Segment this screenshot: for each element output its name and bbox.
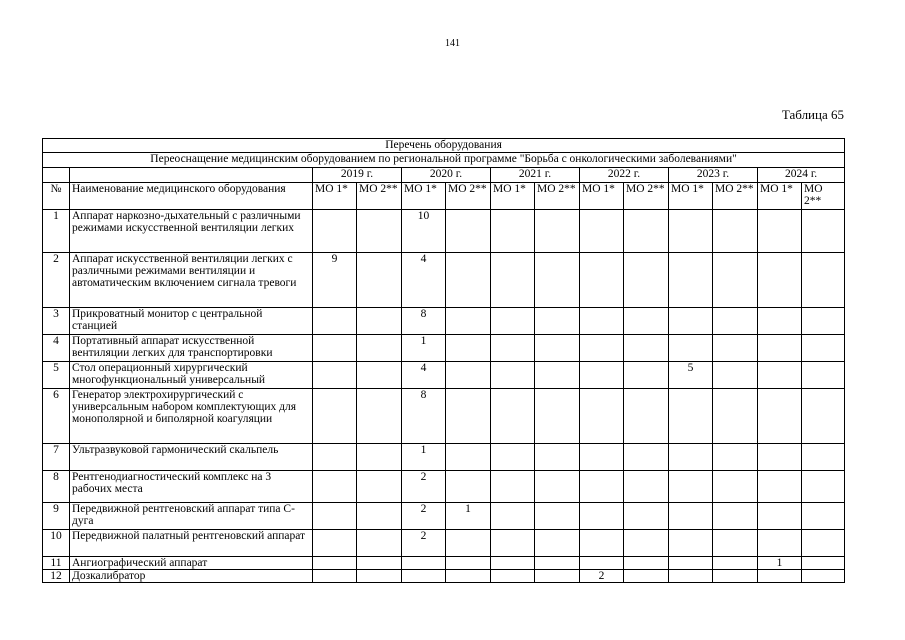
quantity-cell [491,570,535,583]
mo2-header: МО 2** [446,183,491,210]
quantity-cell [713,362,758,389]
quantity-cell [357,210,402,253]
quantity-cell [313,444,357,471]
quantity-cell [802,503,845,530]
year-header: 2020 г. [402,168,491,183]
table-row [43,308,845,335]
quantity-cell [624,530,669,557]
table-row [43,557,845,570]
equipment-name: Аппарат наркозно-дыхательный с различными режимами искусственной вентиляции легких [70,210,313,253]
quantity-cell [446,444,491,471]
quantity-cell [802,308,845,335]
quantity-cell [491,253,535,308]
quantity-cell [313,362,357,389]
row-number: 9 [43,503,70,530]
quantity-cell [313,335,357,362]
quantity-cell [535,253,580,308]
quantity-cell [758,335,802,362]
quantity-cell [669,530,713,557]
quantity-cell [491,210,535,253]
quantity-cell [313,530,357,557]
quantity-cell [580,308,624,335]
quantity-cell [535,444,580,471]
quantity-cell [802,210,845,253]
quantity-cell [802,557,845,570]
quantity-cell [624,210,669,253]
equipment-name: Передвижной рентгеновский аппарат типа С-дуга [70,503,313,530]
quantity-cell [624,444,669,471]
mo1-header: МО 1* [313,183,357,210]
quantity-cell [624,308,669,335]
quantity-cell [802,335,845,362]
quantity-cell [491,362,535,389]
equipment-name: Портативный аппарат искусственной вентиляции легких для транспортировки [70,335,313,362]
quantity-cell [535,308,580,335]
quantity-cell [669,503,713,530]
quantity-cell: 1 [446,503,491,530]
mo1-header: МО 1* [669,183,713,210]
table-title: Перечень оборудования [43,139,845,153]
quantity-cell [357,362,402,389]
quantity-cell [580,253,624,308]
equipment-name: Аппарат искусственной вентиляции легких с различными режимами вентиляции и автоматическим включением сигнала тревоги [70,253,313,308]
quantity-cell [802,253,845,308]
mo1-header: МО 1* [758,183,802,210]
quantity-cell [535,557,580,570]
equipment-table [42,138,845,583]
quantity-cell [624,389,669,444]
quantity-cell: 2 [402,530,446,557]
mo2-header: МО 2** [535,183,580,210]
equipment-name: Прикроватный монитор с центральной станцией [70,308,313,335]
quantity-cell [357,308,402,335]
row-number: 1 [43,210,70,253]
row-number: 10 [43,530,70,557]
quantity-cell [624,557,669,570]
quantity-cell [446,389,491,444]
quantity-cell [624,503,669,530]
quantity-cell: 9 [313,253,357,308]
quantity-cell [313,308,357,335]
quantity-cell [357,503,402,530]
row-number: 4 [43,335,70,362]
quantity-cell: 2 [402,503,446,530]
quantity-cell [402,570,446,583]
quantity-cell [713,253,758,308]
equipment-name: Передвижной палатный рентгеновский аппарат [70,530,313,557]
quantity-cell [580,503,624,530]
quantity-cell: 1 [402,444,446,471]
page-number: 141 [445,38,460,49]
quantity-cell [802,530,845,557]
quantity-cell [446,530,491,557]
year-header: 2024 г. [758,168,845,183]
mo2-header: МО 2** [357,183,402,210]
quantity-cell [535,335,580,362]
quantity-cell [713,444,758,471]
quantity-cell [402,557,446,570]
quantity-cell [535,530,580,557]
quantity-cell [758,444,802,471]
row-number: 3 [43,308,70,335]
row-number: 7 [43,444,70,471]
quantity-cell [758,530,802,557]
quantity-cell [580,362,624,389]
row-number: 11 [43,557,70,570]
quantity-cell [713,471,758,503]
table-row [43,570,845,583]
quantity-cell [669,570,713,583]
mo1-header: МО 1* [491,183,535,210]
table-row [43,335,845,362]
quantity-cell [535,389,580,444]
quantity-cell [758,210,802,253]
quantity-cell [802,362,845,389]
quantity-cell [669,335,713,362]
year-header: 2022 г. [580,168,669,183]
quantity-cell [491,530,535,557]
quantity-cell [491,503,535,530]
quantity-cell [580,557,624,570]
quantity-cell: 1 [758,557,802,570]
quantity-cell [357,253,402,308]
quantity-cell [758,503,802,530]
quantity-cell [357,335,402,362]
col-num-header: № [43,183,70,210]
quantity-cell [446,253,491,308]
quantity-cell [313,210,357,253]
mo1-header: МО 1* [402,183,446,210]
quantity-cell [624,362,669,389]
year-header: 2023 г. [669,168,758,183]
quantity-cell [580,335,624,362]
quantity-cell [802,471,845,503]
quantity-cell [357,570,402,583]
quantity-cell [313,557,357,570]
table-row [43,210,845,253]
quantity-cell [446,471,491,503]
quantity-cell [446,210,491,253]
mo1-header: МО 1* [580,183,624,210]
quantity-cell [535,503,580,530]
table-row [43,362,845,389]
quantity-cell [669,471,713,503]
equipment-name: Дозкалибратор [70,570,313,583]
row-number: 2 [43,253,70,308]
quantity-cell: 4 [402,362,446,389]
quantity-cell [669,308,713,335]
quantity-cell [758,253,802,308]
quantity-cell [580,444,624,471]
quantity-cell [357,557,402,570]
quantity-cell [446,570,491,583]
quantity-cell [624,335,669,362]
quantity-cell [713,530,758,557]
quantity-cell [535,570,580,583]
mo2-header: МО 2** [802,183,845,210]
quantity-cell [669,210,713,253]
quantity-cell [535,210,580,253]
equipment-name: Ангиографический аппарат [70,557,313,570]
quantity-cell [713,570,758,583]
quantity-cell [446,362,491,389]
col-name-header: Наименование медицинского оборудования [70,183,313,210]
quantity-cell [491,557,535,570]
quantity-cell: 2 [402,471,446,503]
quantity-cell [491,308,535,335]
quantity-cell [624,471,669,503]
quantity-cell [580,471,624,503]
quantity-cell [758,471,802,503]
quantity-cell [357,471,402,503]
quantity-cell [313,389,357,444]
quantity-cell [446,557,491,570]
quantity-cell [758,389,802,444]
quantity-cell: 8 [402,389,446,444]
year-header: 2019 г. [313,168,402,183]
quantity-cell [491,389,535,444]
row-number: 6 [43,389,70,444]
year-header: 2021 г. [491,168,580,183]
quantity-cell [446,308,491,335]
quantity-cell [313,570,357,583]
mo2-header: МО 2** [713,183,758,210]
quantity-cell: 1 [402,335,446,362]
equipment-name: Генератор электрохирургический с универсальным набором комплектующих для монополярной и биполярной коагуляции [70,389,313,444]
table-subtitle: Переоснащение медицинским оборудованием по региональной программе "Борьба с онкологическими заболеваниями" [43,153,845,168]
equipment-name: Стол операционный хирургический многофункциональный универсальный [70,362,313,389]
quantity-cell [446,335,491,362]
quantity-cell [669,253,713,308]
quantity-cell [758,570,802,583]
row-number: 12 [43,570,70,583]
quantity-cell [491,335,535,362]
empty-header-cell [43,168,70,183]
table-row [43,530,845,557]
mo2-header: МО 2** [624,183,669,210]
quantity-cell [713,308,758,335]
quantity-cell [713,335,758,362]
quantity-cell [357,444,402,471]
row-number: 5 [43,362,70,389]
quantity-cell [669,389,713,444]
quantity-cell [491,471,535,503]
quantity-cell: 5 [669,362,713,389]
quantity-cell: 10 [402,210,446,253]
quantity-cell [357,530,402,557]
quantity-cell [713,210,758,253]
quantity-cell [802,570,845,583]
quantity-cell [580,389,624,444]
quantity-cell [713,503,758,530]
table-row [43,444,845,471]
quantity-cell [624,253,669,308]
quantity-cell [580,210,624,253]
row-number: 8 [43,471,70,503]
quantity-cell [758,362,802,389]
quantity-cell [758,308,802,335]
quantity-cell [491,444,535,471]
quantity-cell [802,389,845,444]
equipment-name: Рентгенодиагностический комплекс на 3 рабочих места [70,471,313,503]
quantity-cell [802,444,845,471]
quantity-cell [535,362,580,389]
quantity-cell: 8 [402,308,446,335]
table-label: Таблица 65 [781,107,844,122]
quantity-cell [313,503,357,530]
quantity-cell [313,471,357,503]
quantity-cell [713,389,758,444]
quantity-cell: 4 [402,253,446,308]
quantity-cell [624,570,669,583]
quantity-cell [669,444,713,471]
table-row [43,471,845,503]
quantity-cell [580,530,624,557]
table-row [43,253,845,308]
empty-header-cell [70,168,313,183]
table-row [43,503,845,530]
quantity-cell: 2 [580,570,624,583]
quantity-cell [669,557,713,570]
quantity-cell [357,389,402,444]
quantity-cell [713,557,758,570]
table-row [43,389,845,444]
equipment-name: Ультразвуковой гармонический скальпель [70,444,313,471]
quantity-cell [535,471,580,503]
